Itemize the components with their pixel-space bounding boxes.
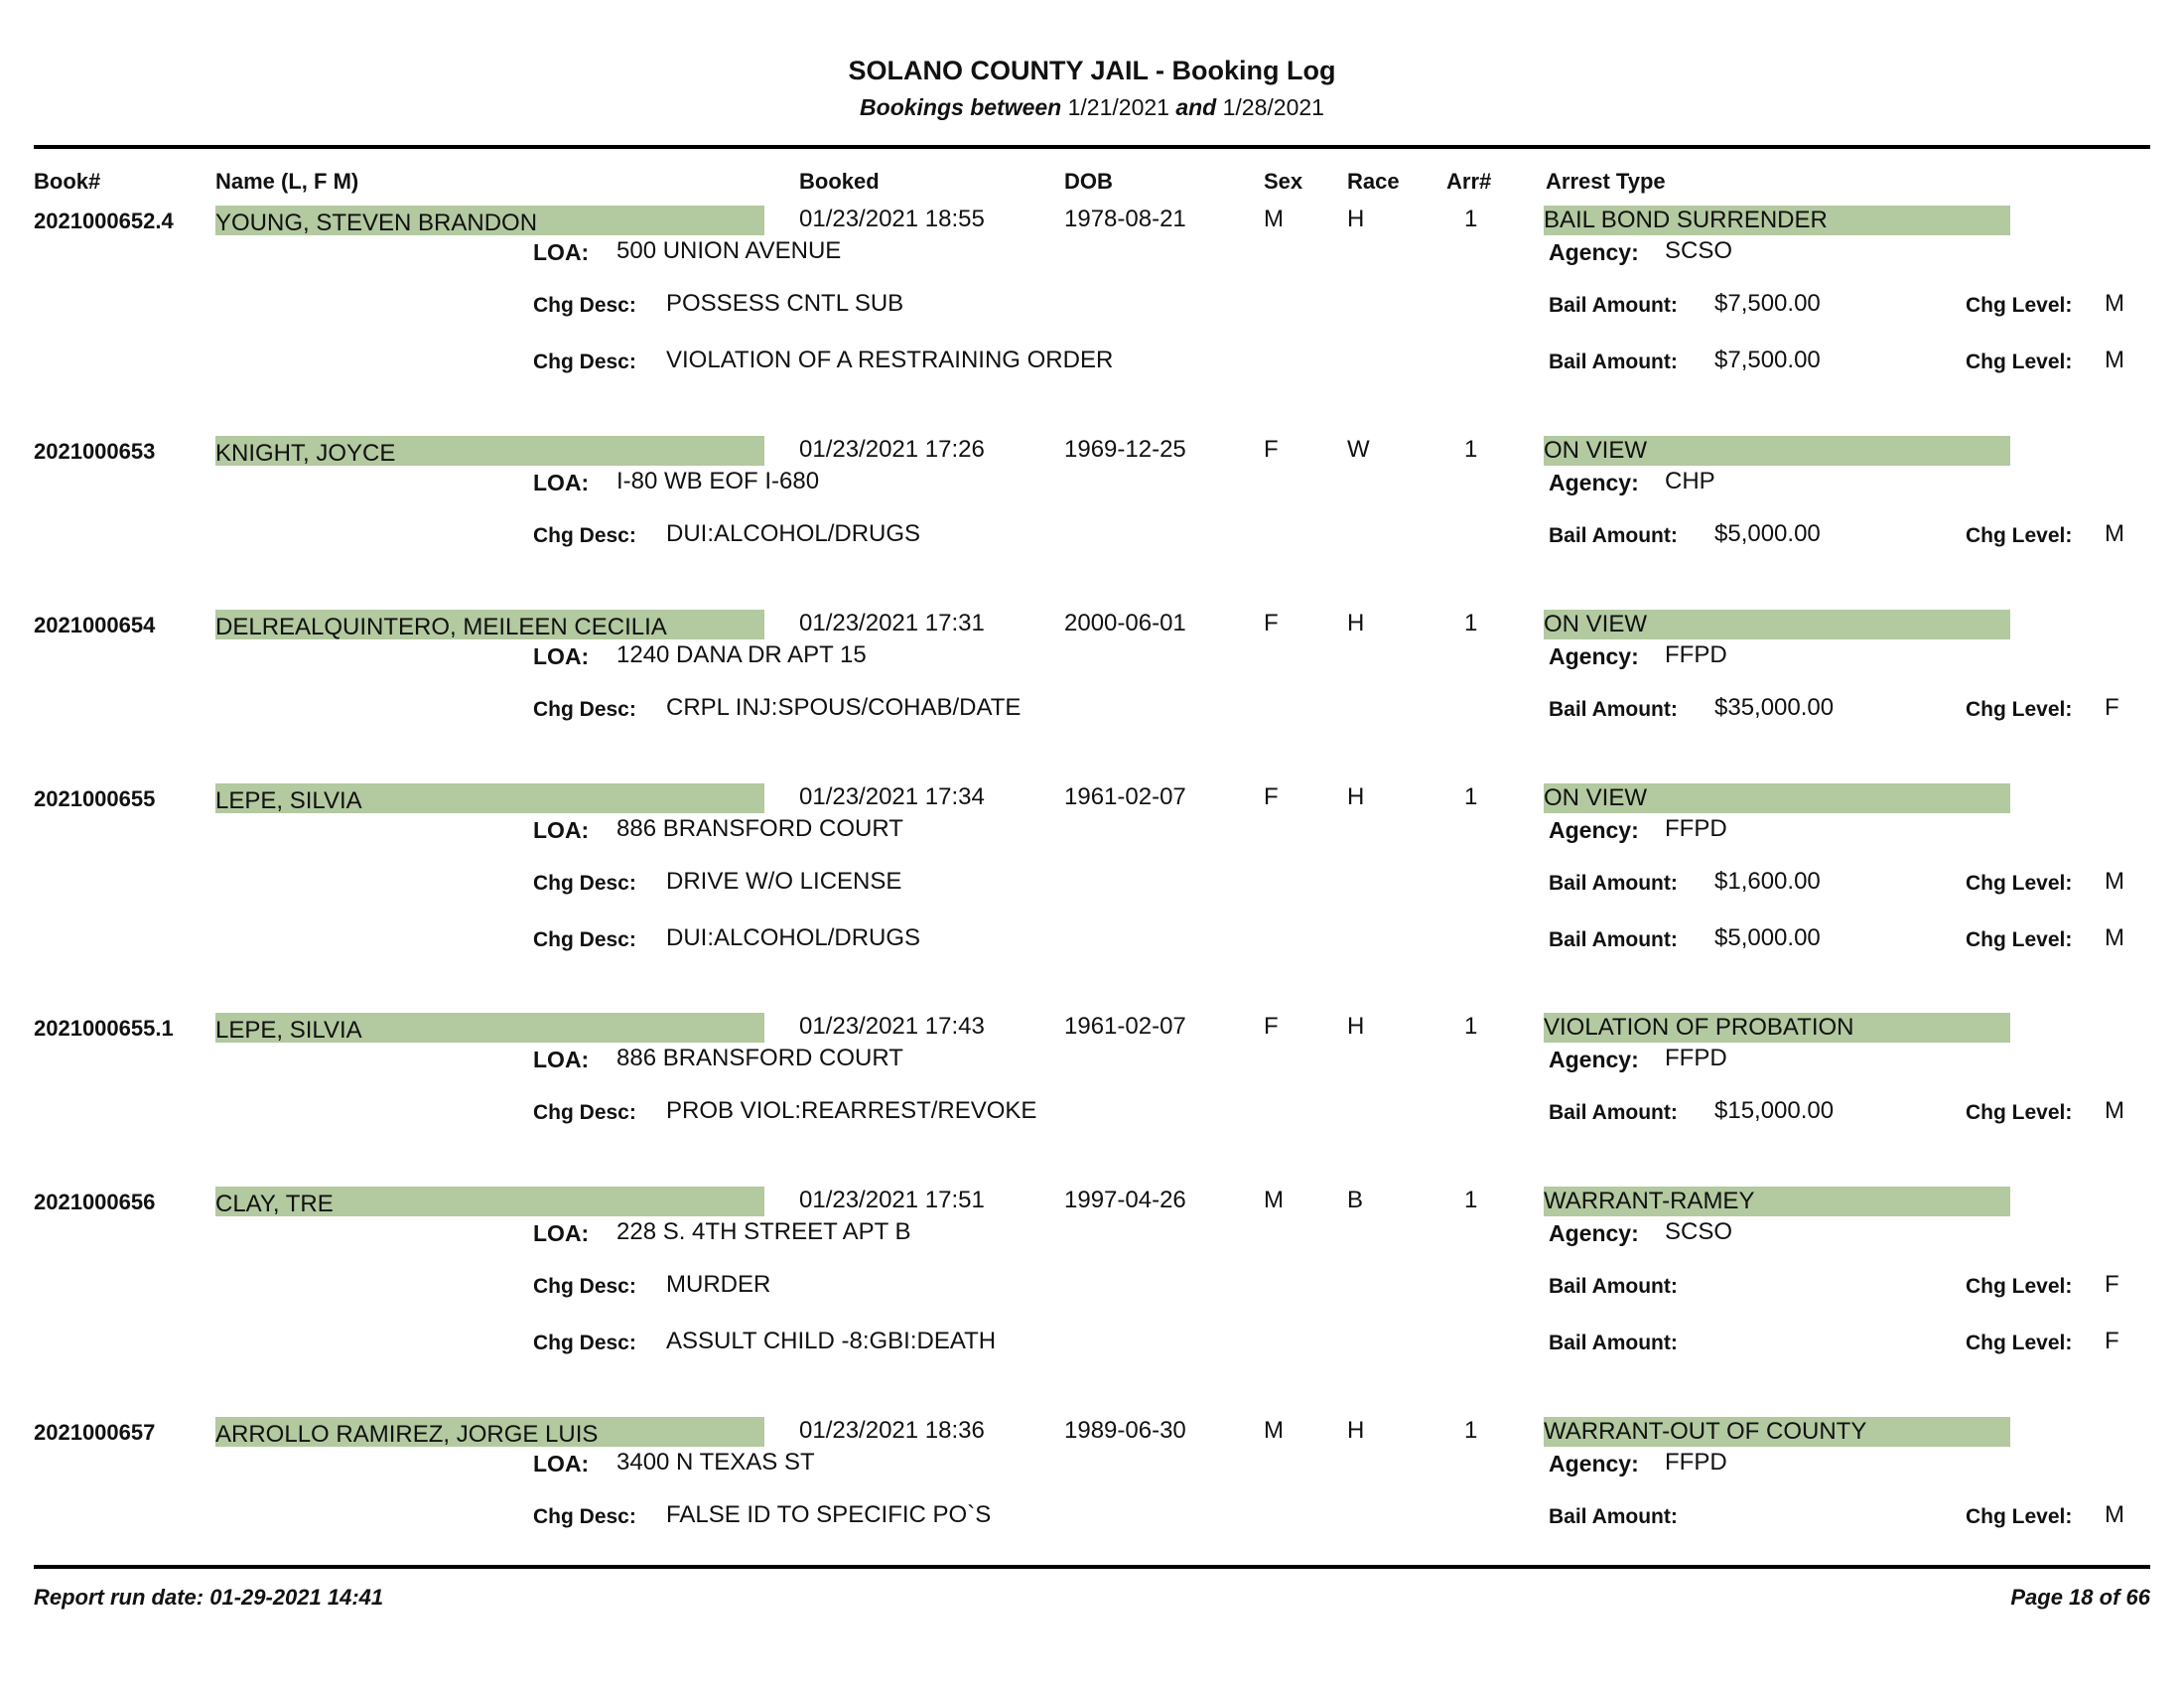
- race: H: [1347, 1013, 1365, 1040]
- arrest-number: 1: [1464, 610, 1478, 636]
- col-header-booked: Booked: [799, 169, 880, 194]
- booked-datetime: 01/23/2021 17:26: [799, 436, 985, 463]
- dob: 1989-06-30: [1064, 1417, 1186, 1444]
- booked-datetime: 01/23/2021 17:43: [799, 1013, 985, 1040]
- bail-amount-label: Bail Amount:: [1549, 1275, 1678, 1298]
- loa-label: LOA:: [533, 1047, 590, 1072]
- agency-value: CHP: [1665, 468, 1715, 494]
- race: W: [1347, 436, 1370, 463]
- agency-value: FFPD: [1665, 1449, 1727, 1476]
- bail-amount-value: $35,000.00: [1714, 694, 1835, 721]
- loa-value: 886 BRANSFORD COURT: [616, 815, 903, 842]
- agency-value: SCSO: [1665, 1218, 1733, 1245]
- bail-amount-label: Bail Amount:: [1549, 928, 1678, 951]
- booked-datetime: 01/23/2021 18:55: [799, 206, 985, 232]
- dob: 1961-02-07: [1064, 1013, 1186, 1040]
- chg-desc-value: MURDER: [666, 1271, 771, 1298]
- sex: M: [1264, 206, 1284, 232]
- race: H: [1347, 1417, 1365, 1444]
- col-header-name: Name (L, F M): [215, 169, 359, 194]
- footer-divider: [34, 1565, 2150, 1569]
- arrest-type: WARRANT-OUT OF COUNTY: [1544, 1417, 2010, 1447]
- subtitle-prefix: Bookings between: [860, 94, 1062, 120]
- arrest-number: 1: [1464, 436, 1478, 463]
- arrest-number: 1: [1464, 1417, 1478, 1444]
- agency-value: SCSO: [1665, 237, 1733, 264]
- chg-desc-label: Chg Desc:: [533, 524, 636, 547]
- loa-label: LOA:: [533, 1451, 590, 1477]
- chg-level-value: F: [2105, 1271, 2119, 1298]
- sex: F: [1264, 436, 1279, 463]
- chg-desc-value: DUI:ALCOHOL/DRUGS: [666, 520, 921, 547]
- dob: 1997-04-26: [1064, 1187, 1186, 1213]
- book-number: 2021000652.4: [34, 209, 174, 233]
- inmate-name: LEPE, SILVIA: [215, 1013, 764, 1043]
- dob: 2000-06-01: [1064, 610, 1186, 636]
- book-number: 2021000656: [34, 1190, 156, 1214]
- arrest-type: VIOLATION OF PROBATION: [1544, 1013, 2010, 1043]
- inmate-name: KNIGHT, JOYCE: [215, 436, 764, 466]
- chg-level-label: Chg Level:: [1966, 1275, 2073, 1298]
- sex: F: [1264, 610, 1279, 636]
- arrest-number: 1: [1464, 206, 1478, 232]
- inmate-name: YOUNG, STEVEN BRANDON: [215, 206, 764, 235]
- chg-level-value: M: [2105, 1097, 2124, 1124]
- loa-label: LOA:: [533, 817, 590, 843]
- agency-label: Agency:: [1549, 1451, 1639, 1477]
- bail-amount-label: Bail Amount:: [1549, 1101, 1678, 1124]
- dob: 1961-02-07: [1064, 783, 1186, 810]
- arrest-number: 1: [1464, 1013, 1478, 1040]
- report-subtitle: [0, 94, 2184, 121]
- chg-level-value: M: [2105, 520, 2124, 547]
- agency-value: FFPD: [1665, 815, 1727, 842]
- chg-level-label: Chg Level:: [1966, 872, 2073, 895]
- bail-amount-label: Bail Amount:: [1549, 872, 1678, 895]
- agency-label: Agency:: [1549, 817, 1639, 843]
- loa-value: 228 S. 4TH STREET APT B: [616, 1218, 911, 1245]
- chg-level-value: M: [2105, 868, 2124, 895]
- chg-desc-label: Chg Desc:: [533, 294, 636, 317]
- book-number: 2021000654: [34, 613, 156, 637]
- chg-level-label: Chg Level:: [1966, 1332, 2073, 1354]
- col-header-arrest-type: Arrest Type: [1546, 169, 1666, 194]
- booked-datetime: 01/23/2021 17:31: [799, 610, 985, 636]
- chg-desc-value: DUI:ALCOHOL/DRUGS: [666, 924, 921, 951]
- chg-level-label: Chg Level:: [1966, 698, 2073, 721]
- chg-desc-label: Chg Desc:: [533, 1505, 636, 1528]
- sex: F: [1264, 783, 1279, 810]
- chg-level-value: M: [2105, 1501, 2124, 1528]
- inmate-name: CLAY, TRE: [215, 1187, 764, 1216]
- chg-desc-label: Chg Desc:: [533, 1101, 636, 1124]
- book-number: 2021000655: [34, 786, 156, 811]
- chg-desc-label: Chg Desc:: [533, 872, 636, 895]
- bail-amount-label: Bail Amount:: [1549, 524, 1678, 547]
- chg-desc-label: Chg Desc:: [533, 351, 636, 373]
- chg-level-label: Chg Level:: [1966, 928, 2073, 951]
- page-number: Page 18 of 66: [2010, 1585, 2150, 1610]
- chg-desc-label: Chg Desc:: [533, 1332, 636, 1354]
- col-header-arr: Arr#: [1446, 169, 1492, 194]
- book-number: 2021000653: [34, 439, 156, 464]
- arrest-type: ON VIEW: [1544, 436, 2010, 466]
- loa-value: 886 BRANSFORD COURT: [616, 1045, 903, 1071]
- booked-datetime: 01/23/2021 17:51: [799, 1187, 985, 1213]
- date-to: 1/28/2021: [1222, 94, 1324, 120]
- chg-desc-value: ASSULT CHILD -8:GBI:DEATH: [666, 1328, 997, 1354]
- book-number: 2021000655.1: [34, 1016, 174, 1041]
- agency-label: Agency:: [1549, 1220, 1639, 1246]
- race: H: [1347, 610, 1365, 636]
- book-number: 2021000657: [34, 1420, 156, 1445]
- loa-value: 1240 DANA DR APT 15: [616, 641, 867, 668]
- sex: M: [1264, 1417, 1284, 1444]
- chg-desc-label: Chg Desc:: [533, 928, 636, 951]
- booked-datetime: 01/23/2021 17:34: [799, 783, 985, 810]
- col-header-dob: DOB: [1064, 169, 1113, 194]
- dob: 1978-08-21: [1064, 206, 1186, 232]
- bail-amount-label: Bail Amount:: [1549, 1332, 1678, 1354]
- chg-desc-value: FALSE ID TO SPECIFIC PO`S: [666, 1501, 992, 1528]
- chg-desc-value: PROB VIOL:REARREST/REVOKE: [666, 1097, 1037, 1124]
- chg-level-label: Chg Level:: [1966, 351, 2073, 373]
- chg-level-label: Chg Level:: [1966, 1101, 2073, 1124]
- col-header-sex: Sex: [1264, 169, 1303, 194]
- loa-label: LOA:: [533, 470, 590, 495]
- loa-value: 500 UNION AVENUE: [616, 237, 842, 264]
- chg-level-value: F: [2105, 1328, 2119, 1354]
- inmate-name: ARROLLO RAMIREZ, JORGE LUIS: [215, 1417, 764, 1447]
- chg-desc-label: Chg Desc:: [533, 698, 636, 721]
- bail-amount-label: Bail Amount:: [1549, 351, 1678, 373]
- dob: 1969-12-25: [1064, 436, 1186, 463]
- subtitle-and: and: [1175, 94, 1217, 120]
- agency-value: FFPD: [1665, 641, 1727, 668]
- chg-desc-value: POSSESS CNTL SUB: [666, 290, 904, 317]
- sex: M: [1264, 1187, 1284, 1213]
- race: B: [1347, 1187, 1364, 1213]
- chg-level-label: Chg Level:: [1966, 294, 2073, 317]
- loa-value: I-80 WB EOF I-680: [616, 468, 820, 494]
- loa-label: LOA:: [533, 239, 590, 265]
- bail-amount-value: $5,000.00: [1714, 924, 1821, 951]
- chg-level-value: M: [2105, 924, 2124, 951]
- race: H: [1347, 783, 1365, 810]
- loa-label: LOA:: [533, 1220, 590, 1246]
- bail-amount-value: $7,500.00: [1714, 347, 1821, 373]
- bail-amount-value: $1,600.00: [1714, 868, 1821, 895]
- inmate-name: DELREALQUINTERO, MEILEEN CECILIA: [215, 610, 764, 639]
- loa-label: LOA:: [533, 643, 590, 669]
- chg-desc-value: CRPL INJ:SPOUS/COHAB/DATE: [666, 694, 1022, 721]
- chg-desc-value: VIOLATION OF A RESTRAINING ORDER: [666, 347, 1114, 373]
- bail-amount-value: $15,000.00: [1714, 1097, 1835, 1124]
- bail-amount-value: $7,500.00: [1714, 290, 1821, 317]
- arrest-type: BAIL BOND SURRENDER: [1544, 206, 2010, 235]
- col-header-race: Race: [1347, 169, 1400, 194]
- col-header-book: Book#: [34, 169, 101, 194]
- chg-level-value: M: [2105, 290, 2124, 317]
- bail-amount-value: $5,000.00: [1714, 520, 1821, 547]
- arrest-number: 1: [1464, 1187, 1478, 1213]
- agency-label: Agency:: [1549, 239, 1639, 265]
- loa-value: 3400 N TEXAS ST: [616, 1449, 815, 1476]
- chg-level-label: Chg Level:: [1966, 1505, 2073, 1528]
- arrest-type: ON VIEW: [1544, 610, 2010, 639]
- agency-label: Agency:: [1549, 1047, 1639, 1072]
- sex: F: [1264, 1013, 1279, 1040]
- header-divider: [34, 145, 2150, 149]
- agency-label: Agency:: [1549, 643, 1639, 669]
- report-title: SOLANO COUNTY JAIL - Booking Log: [848, 56, 1336, 85]
- chg-level-value: M: [2105, 347, 2124, 373]
- bail-amount-label: Bail Amount:: [1549, 1505, 1678, 1528]
- chg-desc-label: Chg Desc:: [533, 1275, 636, 1298]
- agency-label: Agency:: [1549, 470, 1639, 495]
- race: H: [1347, 206, 1365, 232]
- bail-amount-label: Bail Amount:: [1549, 698, 1678, 721]
- arrest-number: 1: [1464, 783, 1478, 810]
- chg-level-value: F: [2105, 694, 2119, 721]
- inmate-name: LEPE, SILVIA: [215, 783, 764, 813]
- chg-level-label: Chg Level:: [1966, 524, 2073, 547]
- report-run-date: Report run date: 01-29-2021 14:41: [34, 1585, 384, 1610]
- arrest-type: ON VIEW: [1544, 783, 2010, 813]
- arrest-type: WARRANT-RAMEY: [1544, 1187, 2010, 1216]
- booked-datetime: 01/23/2021 18:36: [799, 1417, 985, 1444]
- bail-amount-label: Bail Amount:: [1549, 294, 1678, 317]
- chg-desc-value: DRIVE W/O LICENSE: [666, 868, 902, 895]
- date-from: 1/21/2021: [1067, 94, 1169, 120]
- agency-value: FFPD: [1665, 1045, 1727, 1071]
